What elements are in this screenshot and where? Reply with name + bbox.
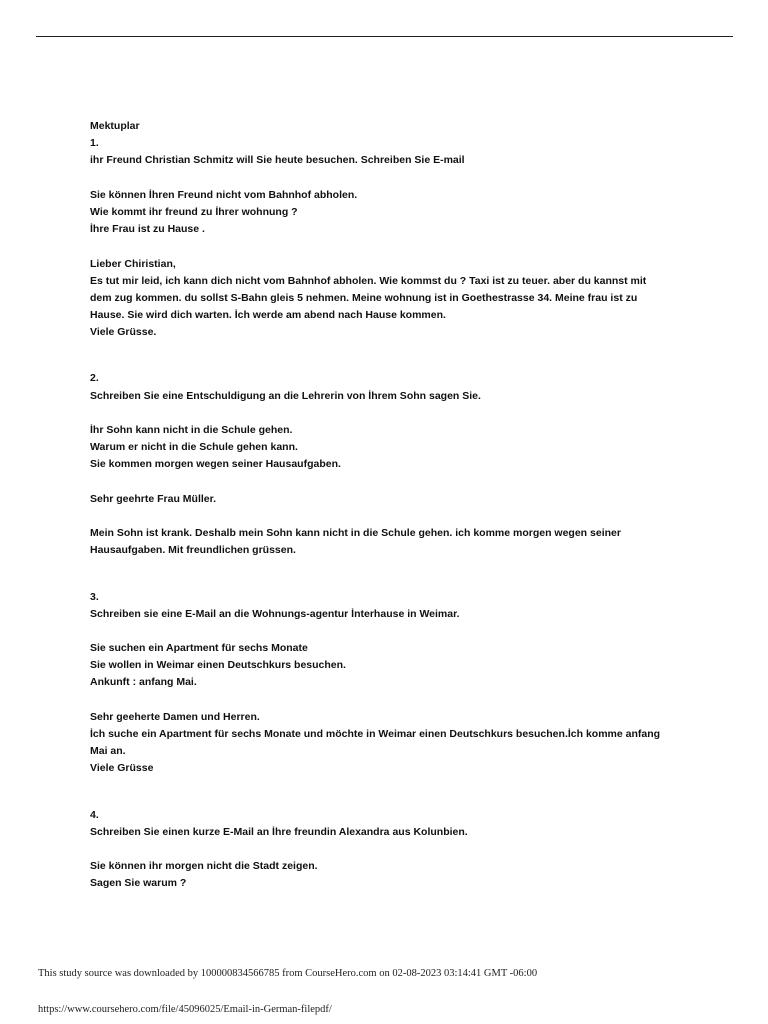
section-4-number: 4.	[90, 808, 99, 821]
document-body	[90, 118, 690, 893]
source-url[interactable]: https://www.coursehero.com/file/45096025/Email-in-German-filepdf/	[38, 1004, 332, 1015]
section-4-point: Sie können ihr morgen nicht die Stadt zeigen.	[90, 860, 318, 873]
section-4-task: Schreiben Sie einen kurze E-Mail an İhre freundin Alexandra aus Kolunbien.	[90, 825, 468, 838]
section-1-letter-line: Lieber Chiristian,	[90, 257, 176, 270]
section-3-task: Schreiben sie eine E-Mail an die Wohnungs-agentur İnterhause in Weimar.	[90, 607, 460, 620]
section-1-point: Wie kommt ihr freund zu İhrer wohnung ?	[90, 205, 298, 218]
section-3-letter-line: İch suche ein Apartment für sechs Monate und möchte in Weimar einen Deutschkurs besuchen.İch komme anfang	[90, 728, 661, 740]
section-2-number: 2.	[90, 372, 99, 385]
section-1-letter-line: Es tut mir leid, ich kann dich nicht vom Bahnhof abholen. Wie kommst du ? Taxi ist zu teuer. aber du kannst mit	[90, 274, 647, 287]
section-3-point: Ankunft : anfang Mai.	[90, 676, 197, 689]
section-2-task: Schreiben Sie eine Entschuldigung an die Lehrerin von İhrem Sohn sagen Sie.	[90, 389, 481, 402]
section-2-point: İhr Sohn kann nicht in die Schule gehen.	[90, 424, 293, 436]
section-4-point: Sagen Sie warum ?	[90, 877, 187, 890]
section-3-number: 3.	[90, 590, 99, 603]
section-2-point: Sie kommen morgen wegen seiner Hausaufgaben.	[90, 458, 341, 471]
section-1-letter-line: Viele Grüsse.	[90, 326, 157, 339]
section-1-number: 1.	[90, 137, 99, 150]
section-3-letter-line: Mai an.	[90, 745, 126, 758]
section-1-letter-line: Hause. Sie wird dich warten. İch werde am abend nach Hause kommen.	[90, 309, 446, 322]
section-1-letter-line: dem zug kommen. du sollst S-Bahn gleis 5 nehmen. Meine wohnung ist in Goethestrasse 34. Meine frau ist zu	[90, 291, 638, 304]
section-1-task: ihr Freund Christian Schmitz will Sie heute besuchen. Schreiben Sie E-mail	[90, 154, 465, 167]
section-2-letter-line: Hausaufgaben. Mit freundlichen grüssen.	[90, 544, 296, 557]
section-1-point: İhre Frau ist zu Hause .	[90, 223, 205, 236]
section-3-letter-line: Viele Grüsse	[90, 762, 154, 775]
section-3-point: Sie wollen in Weimar einen Deutschkurs besuchen.	[90, 659, 346, 672]
top-rule	[36, 36, 733, 37]
document-title: Mektuplar	[90, 120, 140, 132]
section-2-letter-line: Mein Sohn ist krank. Deshalb mein Sohn kann nicht in die Schule gehen. ich komme morgen wegen seiner	[90, 527, 621, 540]
download-notice: This study source was downloaded by 100000834566785 from CourseHero.com on 02-08-2023 03:14:41 GMT -06:00	[38, 968, 538, 979]
section-1-point: Sie können İhren Freund nicht vom Bahnhof abholen.	[90, 188, 358, 201]
section-3-letter-line: Sehr geeherte Damen und Herren.	[90, 710, 260, 723]
section-2-point: Warum er nicht in die Schule gehen kann.	[90, 441, 298, 454]
section-2-salutation: Sehr geehrte Frau Müller.	[90, 492, 217, 505]
section-3-point: Sie suchen ein Apartment für sechs Monate	[90, 642, 308, 655]
